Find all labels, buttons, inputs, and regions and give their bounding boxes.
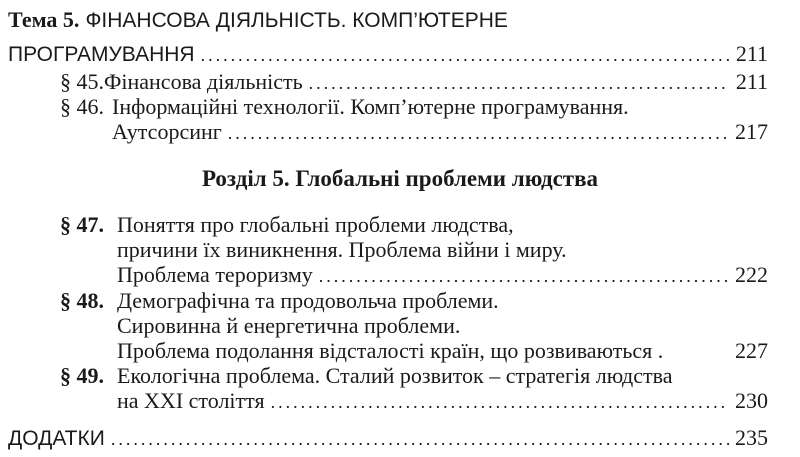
p48-page-number: 227 bbox=[735, 338, 768, 363]
p48-title-line2: Сировинна й енергетична проблеми. bbox=[117, 313, 461, 338]
appendix-page-number: 235 bbox=[735, 425, 768, 450]
theme5-heading-line1 bbox=[8, 6, 788, 34]
toc-entry-p48-line2 bbox=[117, 312, 768, 340]
toc-entry-p49-line1 bbox=[60, 362, 768, 390]
p46-page-number: 217 bbox=[735, 119, 768, 144]
p48-title-line3: Проблема подолання відсталості країн, що розвиваються . bbox=[117, 338, 664, 363]
toc-entry-p49-line2 bbox=[117, 387, 768, 415]
theme5-page-number: 211 bbox=[735, 41, 768, 66]
theme5-title-line2: ПРОГРАМУВАННЯ bbox=[8, 43, 195, 66]
toc-entry-p47-line2 bbox=[117, 236, 768, 264]
toc-entry-p45 bbox=[60, 68, 768, 96]
p49-title-line2: на XXI століття bbox=[117, 388, 265, 413]
p46-leader-dots bbox=[228, 119, 729, 147]
theme5-leader-dots bbox=[201, 41, 730, 69]
p45-number: § 45. bbox=[60, 69, 104, 94]
theme5-heading-line2 bbox=[8, 40, 768, 68]
p47-title-line2: причини їх виникнення. Проблема війни і миру. bbox=[117, 237, 567, 262]
toc-entry-p48-line1 bbox=[60, 287, 768, 315]
toc-entry-p47-line1 bbox=[60, 211, 768, 239]
p49-title-line1: Екологічна проблема. Сталий розвиток – стратегія людства bbox=[117, 363, 673, 388]
p47-page-number: 222 bbox=[735, 262, 768, 287]
appendix-title: ДОДАТКИ bbox=[8, 427, 105, 450]
p47-title-line1: Поняття про глобальні проблеми людства, bbox=[117, 212, 514, 237]
theme5-title-line1: ФІНАНСОВА ДІЯЛЬНІСТЬ. КОМП’ЮТЕРНЕ bbox=[85, 9, 508, 32]
p49-page-number: 230 bbox=[735, 388, 768, 413]
p46-number: § 46. bbox=[60, 94, 104, 119]
p49-number: § 49. bbox=[60, 363, 104, 388]
toc-entry-p47-line3 bbox=[117, 261, 768, 289]
appendix-leader-dots bbox=[111, 425, 729, 453]
toc-entry-p46-line2 bbox=[112, 118, 768, 146]
toc-entry-p48-line3 bbox=[117, 337, 768, 365]
p47-title-line3: Проблема тероризму bbox=[117, 262, 313, 287]
p46-title-line2: Аутсорсинг bbox=[112, 119, 222, 144]
p47-leader-dots bbox=[319, 262, 729, 290]
p46-title-line1: Інформаційні технології. Комп’ютерне програмування. bbox=[112, 94, 629, 119]
toc-entry-appendix bbox=[8, 424, 768, 452]
section5-title: Розділ 5. Глобальні проблеми людства bbox=[201, 166, 599, 191]
theme5-number: Тема 5. bbox=[8, 7, 80, 32]
p45-title: Фінансова діяльність bbox=[104, 69, 303, 94]
p48-number: § 48. bbox=[60, 288, 104, 313]
p47-number: § 47. bbox=[60, 212, 104, 237]
toc-entry-p46-line1 bbox=[60, 93, 768, 121]
p45-page-number: 211 bbox=[735, 69, 768, 94]
p48-title-line1: Демографічна та продовольча проблеми. bbox=[117, 288, 499, 313]
p49-leader-dots bbox=[271, 388, 729, 416]
